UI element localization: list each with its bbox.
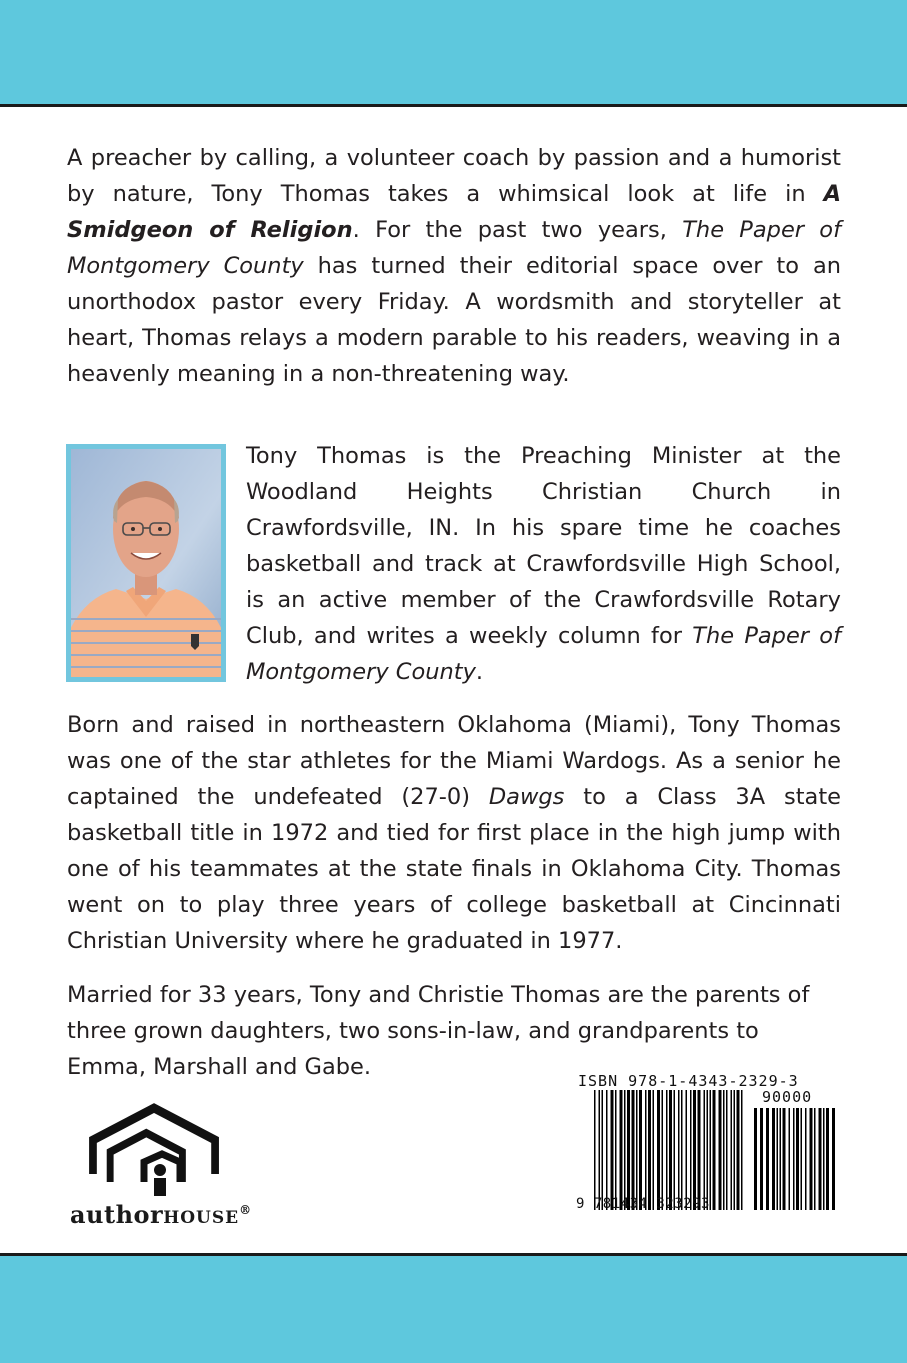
bottom-color-band [0, 1253, 907, 1363]
dawgs-name: Dawgs [488, 784, 565, 810]
newspaper-name: The Paper of Montgomery County [67, 217, 841, 279]
isbn-number: 9 781434 323293 [576, 1196, 710, 1212]
athlete-text-2: to a Class 3A state basketball title in 1972 and tied for first place in the high jump with one of his teammates at the state finals in Oklahoma City. Thomas went on to play three years of college basketball at Cincinnati Christian University where he graduated in 1977. [67, 784, 841, 954]
intro-text-1: A preacher by calling, a volunteer coach by passion and a humorist by nature, Tony Thomas takes a whimsical look at life in [67, 145, 841, 207]
bio-text-2: . [475, 659, 484, 685]
athlete-paragraph [67, 707, 841, 959]
author-portrait-image [71, 449, 221, 677]
family-paragraph: Married for 33 years, Tony and Christie Thomas are the parents of three grown daughters, two sons-in-law, and grandparents to Emma, Marshall and Gabe. [67, 982, 810, 1080]
isbn-label: ISBN 978-1-4343-2329-3 [578, 1072, 799, 1090]
bio-newspaper-name: The Paper of Montgomery County [246, 623, 841, 685]
author-photo [66, 444, 226, 682]
top-color-band [0, 0, 907, 107]
price-code: 90000 [762, 1088, 813, 1106]
intro-text-3: has turned their editorial space over to an unorthodox pastor every Friday. A wordsmith and storyteller at heart, Thomas relays a modern parable to his readers, weaving in a heavenly meaning in a non-threatening way. [67, 253, 841, 387]
bio-text-1: Tony Thomas is the Preaching Minister at the Woodland Heights Christian Church in Crawfordsville, IN. In his spare time he coaches basketball and track at Crawfordsville High School, is an active member of the Crawfordsville Rotary Club, and writes a weekly column for [246, 443, 841, 649]
publisher-name: authorHOUSE® [70, 1200, 252, 1229]
intro-paragraph [67, 140, 841, 392]
athlete-text-1: Born and raised in northeastern Oklahoma (Miami), Tony Thomas was one of the star athletes for the Miami Wardogs. As a senior he captained the undefeated (27-0) [67, 712, 841, 810]
book-title: A Smidgeon of Religion [67, 181, 841, 243]
bio-paragraph [246, 438, 841, 690]
intro-text-2: . For the past two years, [352, 217, 683, 243]
